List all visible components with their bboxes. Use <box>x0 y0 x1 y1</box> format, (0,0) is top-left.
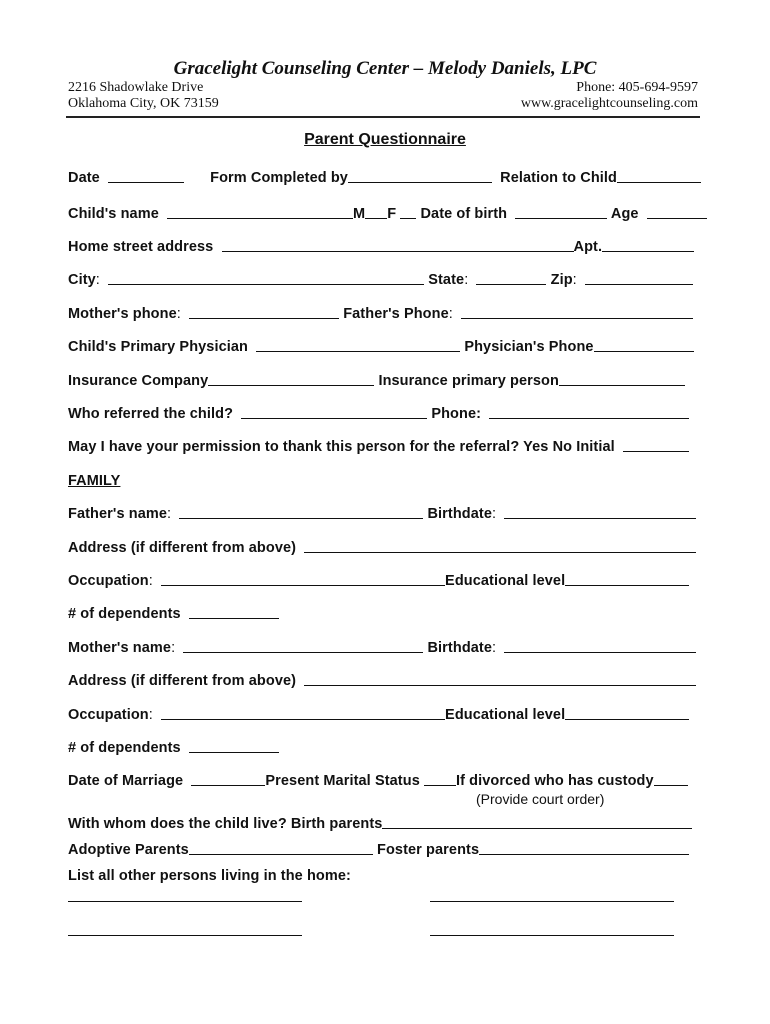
city-label: City <box>68 272 96 288</box>
f-field[interactable] <box>400 206 416 219</box>
father-occupation-colon: : <box>148 573 153 589</box>
child-name-field[interactable] <box>167 206 353 219</box>
insurance-company-field[interactable] <box>208 373 374 386</box>
marital-status-field[interactable] <box>424 773 456 786</box>
adoptive-label: Adoptive Parents <box>68 842 189 858</box>
father-birthdate-label: Birthdate <box>427 506 493 522</box>
practice-title: Gracelight Counseling Center – Melody Daniels, LPC <box>173 58 597 79</box>
mother-dependents-label: # of dependents <box>68 740 181 756</box>
foster-field[interactable] <box>479 842 689 855</box>
referred-by-field[interactable] <box>241 406 427 419</box>
row-parent-phones <box>68 306 708 322</box>
zip-field[interactable] <box>585 272 693 285</box>
row-physician <box>68 339 708 355</box>
fathers-phone-colon: : <box>448 306 453 322</box>
mother-address-label: Address (if different from above) <box>68 673 297 689</box>
mothers-phone-colon: : <box>176 306 181 322</box>
f-label: F <box>387 206 397 222</box>
apt-label: Apt. <box>573 239 603 255</box>
zip-colon: : <box>572 272 577 288</box>
mother-education-field[interactable] <box>565 707 689 720</box>
date-label: Date <box>68 170 100 186</box>
marriage-date-label: Date of Marriage <box>68 773 184 789</box>
home-address-field[interactable] <box>222 239 574 252</box>
other-person-line-4[interactable] <box>430 935 674 936</box>
row-mother-address <box>68 673 708 689</box>
row-insurance <box>68 373 708 389</box>
practice-phone: Phone: 405-694-9597 <box>576 80 698 95</box>
row-mothers-name <box>68 640 708 656</box>
insurance-company-label: Insurance Company <box>68 373 209 389</box>
mother-birthdate-field[interactable] <box>504 640 696 653</box>
custody-field[interactable] <box>654 773 688 786</box>
relation-field[interactable] <box>617 170 701 183</box>
father-birthdate-colon: : <box>492 506 497 522</box>
father-occupation-field[interactable] <box>161 573 445 586</box>
marital-status-label: Present Marital Status <box>265 773 420 789</box>
fathers-name-field[interactable] <box>179 506 423 519</box>
row-marriage <box>68 773 708 789</box>
row-fathers-name <box>68 506 708 522</box>
custody-label: If divorced who has custody <box>456 773 654 789</box>
fathers-name-colon: : <box>167 506 172 522</box>
mother-education-label: Educational level <box>445 707 566 723</box>
city-field[interactable] <box>108 272 424 285</box>
father-education-field[interactable] <box>565 573 689 586</box>
mother-occupation-field[interactable] <box>161 707 445 720</box>
father-occupation-label: Occupation <box>68 573 149 589</box>
other-person-line-2[interactable] <box>430 901 674 902</box>
father-address-label: Address (if different from above) <box>68 540 297 556</box>
father-birthdate-field[interactable] <box>504 506 696 519</box>
completed-by-label: Form Completed by <box>210 170 348 186</box>
mother-birthdate-label: Birthdate <box>427 640 493 656</box>
adoptive-field[interactable] <box>189 842 373 855</box>
referral-phone-label: Phone: <box>431 406 482 422</box>
practice-website: www.gracelightcounseling.com <box>520 96 698 111</box>
form-title: Parent Questionnaire <box>304 131 466 148</box>
father-dependents-field[interactable] <box>189 606 279 619</box>
physician-field[interactable] <box>256 339 460 352</box>
foster-label: Foster parents <box>377 842 480 858</box>
row-child-lives <box>68 816 708 832</box>
mothers-phone-field[interactable] <box>189 306 339 319</box>
m-field[interactable] <box>365 206 387 219</box>
mother-address-field[interactable] <box>304 673 696 686</box>
mother-occupation-colon: : <box>148 707 153 723</box>
completed-by-field[interactable] <box>348 170 492 183</box>
m-label: M <box>353 206 366 222</box>
physician-label: Child's Primary Physician <box>68 339 249 355</box>
insurance-person-label: Insurance primary person <box>378 373 559 389</box>
other-person-line-3[interactable] <box>68 935 302 936</box>
row-child-name <box>68 206 708 222</box>
permission-label: May I have your permission to thank this person for the referral? Yes No Initial <box>68 439 615 455</box>
practice-address <box>68 80 219 112</box>
address-line-1: 2216 Shadowlake Drive <box>68 80 204 95</box>
row-father-address <box>68 540 708 556</box>
row-date <box>68 170 708 186</box>
others-label: List all other persons living in the home: <box>68 868 351 884</box>
age-label: Age <box>610 206 639 222</box>
mother-dependents-field[interactable] <box>189 740 279 753</box>
row-city <box>68 272 708 288</box>
row-referral <box>68 406 708 422</box>
court-order-note: (Provide court order) <box>476 791 605 807</box>
state-label: State <box>428 272 465 288</box>
marriage-date-field[interactable] <box>191 773 265 786</box>
fathers-name-label: Father's name <box>68 506 168 522</box>
age-field[interactable] <box>647 206 707 219</box>
fathers-phone-label: Father's Phone <box>343 306 449 322</box>
row-father-dependents <box>68 606 708 622</box>
date-field[interactable] <box>108 170 184 183</box>
state-colon: : <box>464 272 469 288</box>
mothers-name-field[interactable] <box>183 640 423 653</box>
state-field[interactable] <box>476 272 546 285</box>
zip-label: Zip <box>550 272 573 288</box>
mother-birthdate-colon: : <box>492 640 497 656</box>
father-dependents-label: # of dependents <box>68 606 181 622</box>
birth-parents-field[interactable] <box>382 816 692 829</box>
practice-contact <box>521 80 698 112</box>
mothers-name-label: Mother's name <box>68 640 172 656</box>
relation-label: Relation to Child <box>500 170 618 186</box>
row-mother-dependents <box>68 740 708 756</box>
row-home-address <box>68 239 708 255</box>
child-lives-label: With whom does the child live? Birth parents <box>68 816 383 832</box>
row-mother-occupation <box>68 707 708 723</box>
mother-occupation-label: Occupation <box>68 707 149 723</box>
row-adoptive <box>68 842 708 858</box>
dob-label: Date of birth <box>420 206 508 222</box>
row-father-occupation <box>68 573 708 589</box>
row-others <box>68 868 708 884</box>
other-person-line-1[interactable] <box>68 901 302 902</box>
referred-by-label: Who referred the child? <box>68 406 234 422</box>
initial-field[interactable] <box>623 439 689 452</box>
city-colon: : <box>95 272 100 288</box>
home-address-label: Home street address <box>68 239 214 255</box>
family-section-title: FAMILY <box>68 473 121 489</box>
apt-field[interactable] <box>602 239 694 252</box>
dob-field[interactable] <box>515 206 607 219</box>
mothers-name-colon: : <box>171 640 176 656</box>
father-address-field[interactable] <box>304 540 696 553</box>
fathers-phone-field[interactable] <box>461 306 693 319</box>
physician-phone-label: Physician's Phone <box>464 339 594 355</box>
mothers-phone-label: Mother's phone <box>68 306 177 322</box>
referral-phone-field[interactable] <box>489 406 689 419</box>
header-divider <box>66 116 700 118</box>
address-line-2: Oklahoma City, OK 73159 <box>68 96 219 111</box>
insurance-person-field[interactable] <box>559 373 685 386</box>
father-education-label: Educational level <box>445 573 566 589</box>
child-name-label: Child's name <box>68 206 159 222</box>
row-permission <box>68 439 708 455</box>
physician-phone-field[interactable] <box>594 339 694 352</box>
